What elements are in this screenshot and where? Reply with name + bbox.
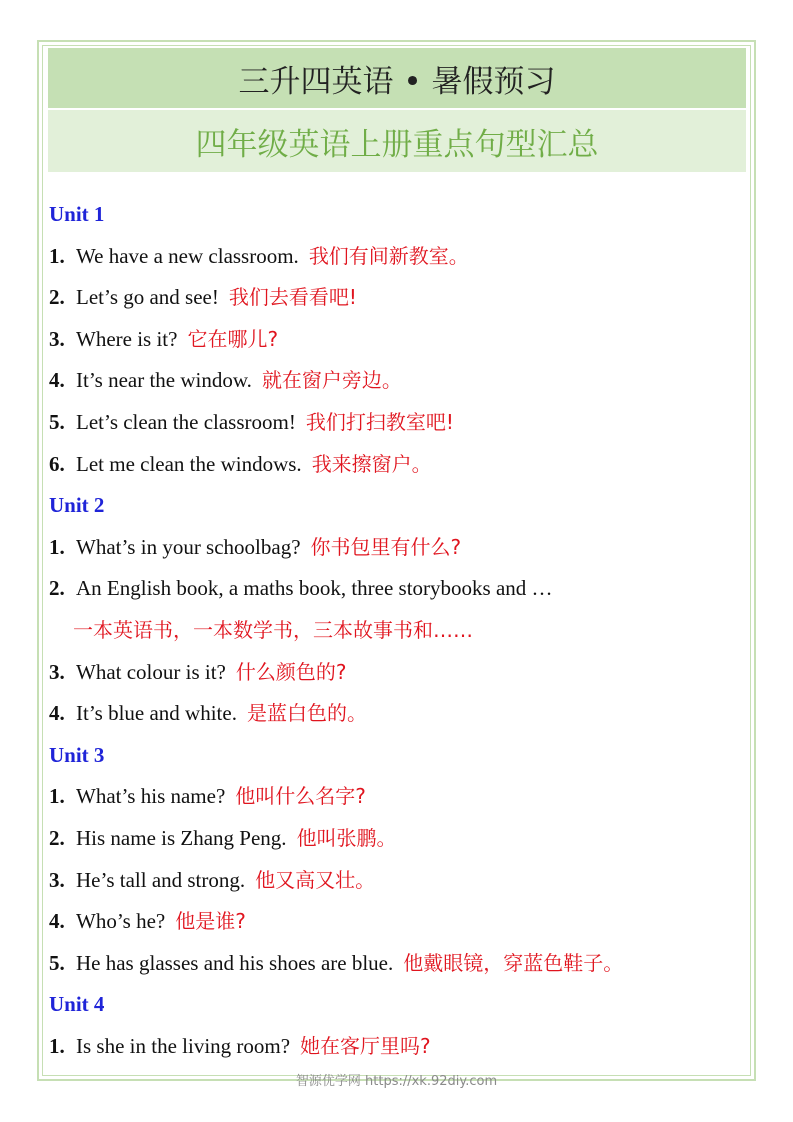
item-number: 3. [49, 326, 65, 351]
item-number: 4. [49, 368, 65, 393]
sentence-row [49, 277, 749, 319]
english-sentence: What colour is it? [76, 659, 226, 684]
sentence-row [49, 693, 749, 735]
chinese-translation: 就在窗户旁边。 [261, 368, 402, 393]
item-number: 1. [49, 534, 65, 559]
sentence-row [49, 568, 749, 610]
page-title: 三升四英语 • 暑假预习 [48, 48, 746, 108]
item-number: 1. [49, 1033, 65, 1058]
chinese-translation: 它在哪儿? [187, 326, 279, 351]
sentence-row [49, 527, 749, 569]
unit-heading: Unit 4 [49, 992, 105, 1017]
english-sentence: Where is it? [76, 326, 178, 351]
english-sentence: His name is Zhang Peng. [76, 825, 287, 850]
item-number: 2. [49, 285, 65, 310]
english-sentence: Let me clean the windows. [76, 451, 302, 476]
unit-heading: Unit 3 [49, 742, 105, 767]
unit-heading: Unit 1 [49, 202, 105, 226]
english-sentence: He’s tall and strong. [76, 867, 246, 892]
chinese-translation: 一本英语书，一本数学书，三本故事书和…… [73, 617, 473, 642]
chinese-translation: 他是谁? [175, 909, 246, 934]
english-sentence: Let’s go and see! [76, 285, 219, 310]
chinese-translation: 他叫张鹏。 [296, 825, 397, 850]
chinese-translation: 是蓝白色的。 [246, 701, 367, 726]
sentence-row [49, 402, 749, 444]
chinese-translation: 我来擦窗户。 [311, 451, 432, 476]
english-sentence: He has glasses and his shoes are blue. [76, 950, 394, 975]
sentence-row [49, 360, 749, 402]
sentence-row [49, 943, 749, 985]
item-number: 1. [49, 784, 65, 809]
chinese-translation: 她在客厅里吗? [300, 1033, 431, 1058]
sentence-row [49, 860, 749, 902]
item-number: 3. [49, 659, 65, 684]
item-number: 2. [49, 825, 65, 850]
english-sentence: Who’s he? [76, 909, 166, 934]
sentence-list [49, 194, 749, 1067]
sentence-row [49, 901, 749, 943]
sentence-row [49, 652, 749, 694]
english-sentence: It’s near the window. [76, 368, 252, 393]
chinese-translation: 我们去看看吧! [228, 285, 357, 310]
item-number: 6. [49, 451, 65, 476]
sentence-row [49, 1026, 749, 1068]
item-number: 2. [49, 576, 65, 601]
item-number: 5. [49, 409, 65, 434]
english-sentence: What’s his name? [76, 784, 226, 809]
item-number: 4. [49, 909, 65, 934]
chinese-translation: 他叫什么名字? [235, 784, 366, 809]
sentence-row-continued [49, 610, 749, 652]
english-sentence: Let’s clean the classroom! [76, 409, 296, 434]
chinese-translation: 我们打扫教室吧! [305, 409, 454, 434]
item-number: 1. [49, 243, 65, 268]
english-sentence: It’s blue and white. [76, 701, 237, 726]
item-number: 3. [49, 867, 65, 892]
english-sentence: What’s in your schoolbag? [76, 534, 301, 559]
sentence-row [49, 319, 749, 361]
footer-watermark: 智源优学网 https://xk.92diy.com [295, 1074, 498, 1089]
sentence-row [49, 818, 749, 860]
sentence-row [49, 236, 749, 278]
english-sentence: We have a new classroom. [76, 243, 299, 268]
chinese-translation: 他戴眼镜，穿蓝色鞋子。 [403, 950, 624, 975]
sentence-row [49, 444, 749, 486]
chinese-translation: 他又高又壮。 [255, 867, 376, 892]
sentence-row [49, 776, 749, 818]
unit-heading: Unit 2 [49, 493, 105, 518]
item-number: 4. [49, 701, 65, 726]
page-subtitle: 四年级英语上册重点句型汇总 [48, 110, 746, 172]
chinese-translation: 什么颜色的? [235, 659, 347, 684]
chinese-translation: 我们有间新教室。 [308, 243, 469, 268]
chinese-translation: 你书包里有什么? [310, 534, 462, 559]
english-sentence: Is she in the living room? [76, 1033, 291, 1058]
english-sentence: An English book, a maths book, three storybooks and … [76, 576, 553, 601]
item-number: 5. [49, 950, 65, 975]
